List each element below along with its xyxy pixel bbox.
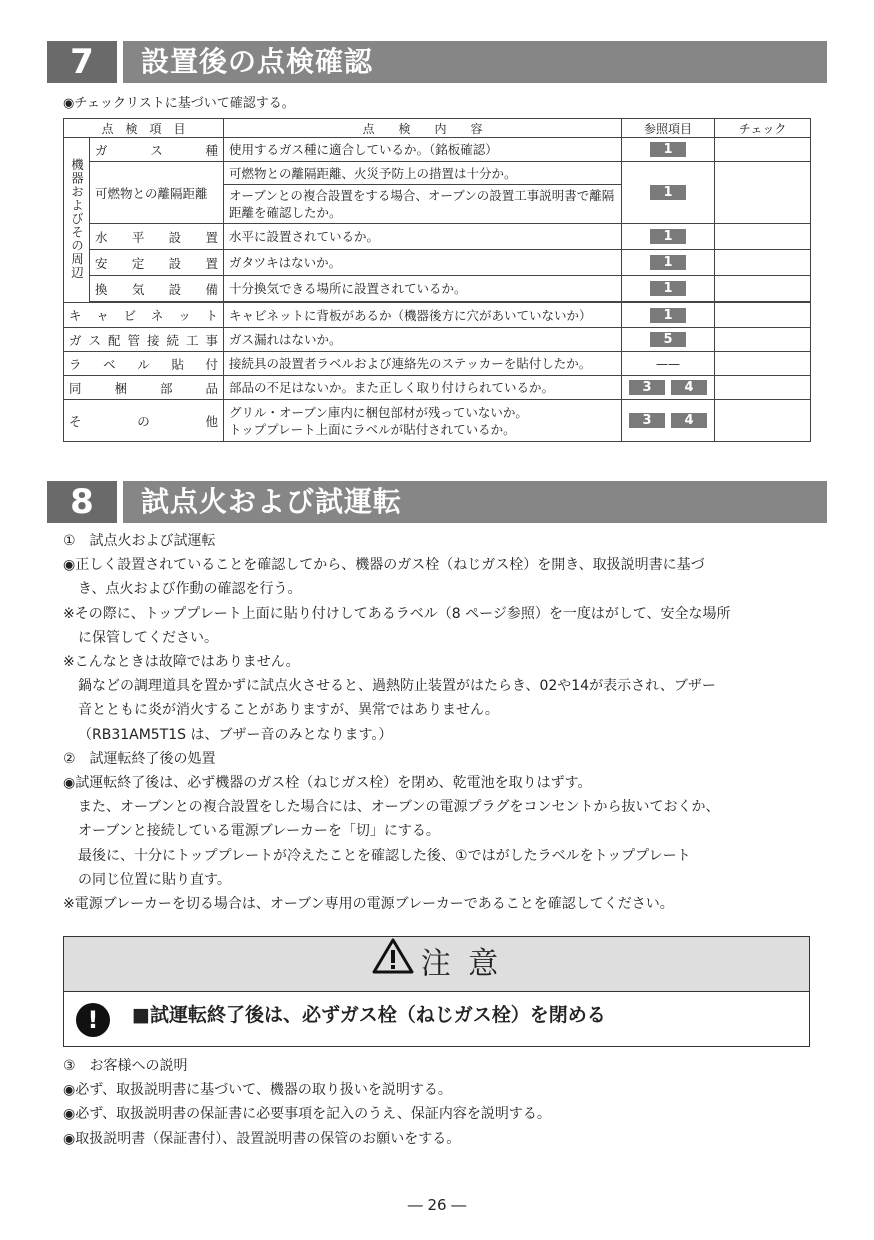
- content-cell: ガス漏れはないか。: [224, 328, 622, 352]
- check-cell[interactable]: [715, 276, 811, 302]
- content-cell: 使用するガス種に適合しているか。（銘板確認）: [224, 138, 622, 162]
- subheading: ③ お客様への説明: [63, 1058, 188, 1074]
- reference-badge: 1: [650, 142, 686, 157]
- check-cell[interactable]: [715, 303, 811, 328]
- check-cell[interactable]: [715, 352, 811, 376]
- section-7-header: [47, 41, 827, 83]
- reference-cell: [622, 400, 715, 442]
- reference-cell: [622, 303, 715, 328]
- reference-cell: [622, 250, 715, 276]
- content-cell: キャビネットに背板があるか（機器後方に穴があいていないか）: [224, 303, 622, 328]
- paragraph: ◉試運転終了後は、必ず機器のガス栓（ねじガス栓）を閉め、乾電池を取りはずす。: [63, 775, 592, 792]
- paragraph: ◉必ず、取扱説明書の保証書に必要事項を記入のうえ、保証内容を説明する。: [63, 1106, 551, 1123]
- reference-badge: 1: [650, 185, 686, 200]
- paragraph: ◉必ず、取扱説明書に基づいて、機器の取り扱いを説明する。: [63, 1082, 452, 1099]
- paragraph: （RB31AM5T1S は、ブザー音のみとなります。）: [78, 726, 393, 743]
- reference-badge: 1: [650, 229, 686, 244]
- caution-heading: 注 意: [64, 937, 809, 992]
- subheading: ① 試点火および試運転: [63, 533, 216, 549]
- paragraph: 最後に、十分にトッププレートが冷えたことを確認した後、①ではがしたラベルをトッププレート: [78, 847, 691, 864]
- content-cell: 水平に設置されているか。: [224, 224, 622, 250]
- caution-box: [63, 936, 810, 1047]
- table-row: [64, 376, 811, 400]
- content-cell: 十分換気できる場所に設置されているか。: [224, 276, 622, 302]
- section-8-header: [47, 481, 827, 523]
- paragraph: ◉正しく設置されていることを確認してから、機器のガス栓（ねじガス栓）を開き、取扱説明書に基づ: [63, 557, 705, 574]
- check-cell[interactable]: [715, 400, 811, 442]
- header-item: 点 検 項 目: [64, 119, 224, 138]
- item-cell: キャビネット: [64, 303, 224, 328]
- paragraph: ◉取扱説明書（保証書付）、設置説明書の保管のお願いをする。: [63, 1130, 461, 1147]
- table-row: [64, 250, 811, 276]
- reference-badge: 1: [650, 308, 686, 323]
- paragraph: 音とともに炎が消火することがありますが、異常ではありません。: [78, 702, 499, 719]
- table-row: [64, 276, 811, 302]
- reference-badge: 1: [650, 281, 686, 296]
- reference-cell: [622, 328, 715, 352]
- reference-cell: [622, 376, 715, 400]
- reference-cell: [622, 276, 715, 302]
- header-reference: 参照項目: [622, 119, 715, 138]
- item-cell: 安定設置: [90, 250, 224, 276]
- reference-cell: ——: [622, 352, 715, 376]
- table-row: [64, 400, 811, 442]
- group-label: 機器およびその周辺: [64, 138, 90, 303]
- item-cell: ガス配管接続工事: [64, 328, 224, 352]
- section-number: 8: [47, 481, 117, 523]
- table-row: [64, 352, 811, 376]
- paragraph: に保管してください。: [78, 629, 218, 646]
- check-cell[interactable]: [715, 328, 811, 352]
- item-cell: その他: [64, 400, 224, 442]
- subheading: ② 試運転終了後の処置: [63, 750, 216, 767]
- table-row: [64, 138, 811, 162]
- content-cell: 可燃物との離隔距離、火災予防上の措置は十分か。 オーブンとの複合設置をする場合、オーブンの設置工事説明書で離隔距離を確認したか。: [224, 162, 622, 224]
- caution-text: ■試運転終了後は、必ずガス栓（ねじガス栓）を閉める: [132, 1004, 606, 1026]
- table-row: [64, 224, 811, 250]
- reference-badge: 3: [629, 380, 665, 395]
- reference-badge: 4: [671, 413, 707, 428]
- reference-cell: [622, 162, 715, 224]
- table-row: [64, 162, 811, 224]
- paragraph: 鍋などの調理道具を置かずに試点火させると、過熱防止装置がはたらき、02や14が表示され、ブザー: [78, 678, 716, 695]
- check-cell[interactable]: [715, 376, 811, 400]
- item-cell: 換気設備: [90, 276, 224, 302]
- content-cell: グリル・オーブン庫内に梱包部材が残っていないか。 トッププレート上面にラベルが貼付されているか。: [224, 400, 622, 442]
- checklist-table: [63, 118, 811, 442]
- customer-explanation: [63, 1054, 823, 1151]
- check-cell[interactable]: [715, 138, 811, 162]
- header-check: チェック: [715, 119, 811, 138]
- content-cell: 接続具の設置者ラベルおよび連絡先のステッカーを貼付したか。: [224, 352, 622, 376]
- warning-triangle-icon: [371, 937, 415, 993]
- checklist-note: ◉チェックリストに基づいて確認する。: [63, 96, 295, 111]
- paragraph: の同じ位置に貼り直す。: [78, 871, 231, 888]
- item-cell: ガス種: [90, 138, 224, 162]
- section-8-body: [63, 529, 823, 916]
- item-cell: 可燃物との離隔距離: [90, 162, 224, 224]
- reference-badge: 5: [650, 332, 686, 347]
- reference-badge: 1: [650, 255, 686, 270]
- item-cell: 同梱部品: [64, 376, 224, 400]
- paragraph: き、点火および作動の確認を行う。: [78, 581, 302, 598]
- content-cell: 部品の不足はないか。また正しく取り付けられているか。: [224, 376, 622, 400]
- reference-cell: [622, 138, 715, 162]
- table-row: [64, 328, 811, 352]
- paragraph: また、オーブンとの複合設置をした場合には、オーブンの電源プラグをコンセントから抜いておくか、: [78, 799, 720, 816]
- page-number: ― 26 ―: [407, 1196, 467, 1214]
- paragraph: ※電源ブレーカーを切る場合は、オーブン専用の電源ブレーカーであることを確認してください。: [63, 896, 674, 913]
- section-number: 7: [47, 41, 117, 83]
- check-cell[interactable]: [715, 162, 811, 224]
- reference-badge: 3: [629, 413, 665, 428]
- paragraph: ※その際に、トッププレート上面に貼り付けしてあるラベル（8 ページ参照）を一度はがして、安全な場所: [63, 605, 731, 622]
- content-cell: ガタツキはないか。: [224, 250, 622, 276]
- item-cell: 水平設置: [90, 224, 224, 250]
- reference-cell: [622, 224, 715, 250]
- paragraph: オーブンと接続している電源ブレーカーを「切」にする。: [78, 823, 440, 840]
- section-title: 設置後の点検確認: [141, 45, 374, 78]
- header-content: 点 検 内 容: [224, 119, 622, 138]
- exclamation-circle-icon: !: [76, 1003, 110, 1037]
- section-title: 試点火および試運転: [141, 485, 403, 518]
- item-cell: ラベル貼付: [64, 352, 224, 376]
- paragraph: ※こんなときは故障ではありません。: [63, 654, 300, 671]
- check-cell[interactable]: [715, 250, 811, 276]
- table-row: [64, 303, 811, 328]
- reference-badge: 4: [671, 380, 707, 395]
- check-cell[interactable]: [715, 224, 811, 250]
